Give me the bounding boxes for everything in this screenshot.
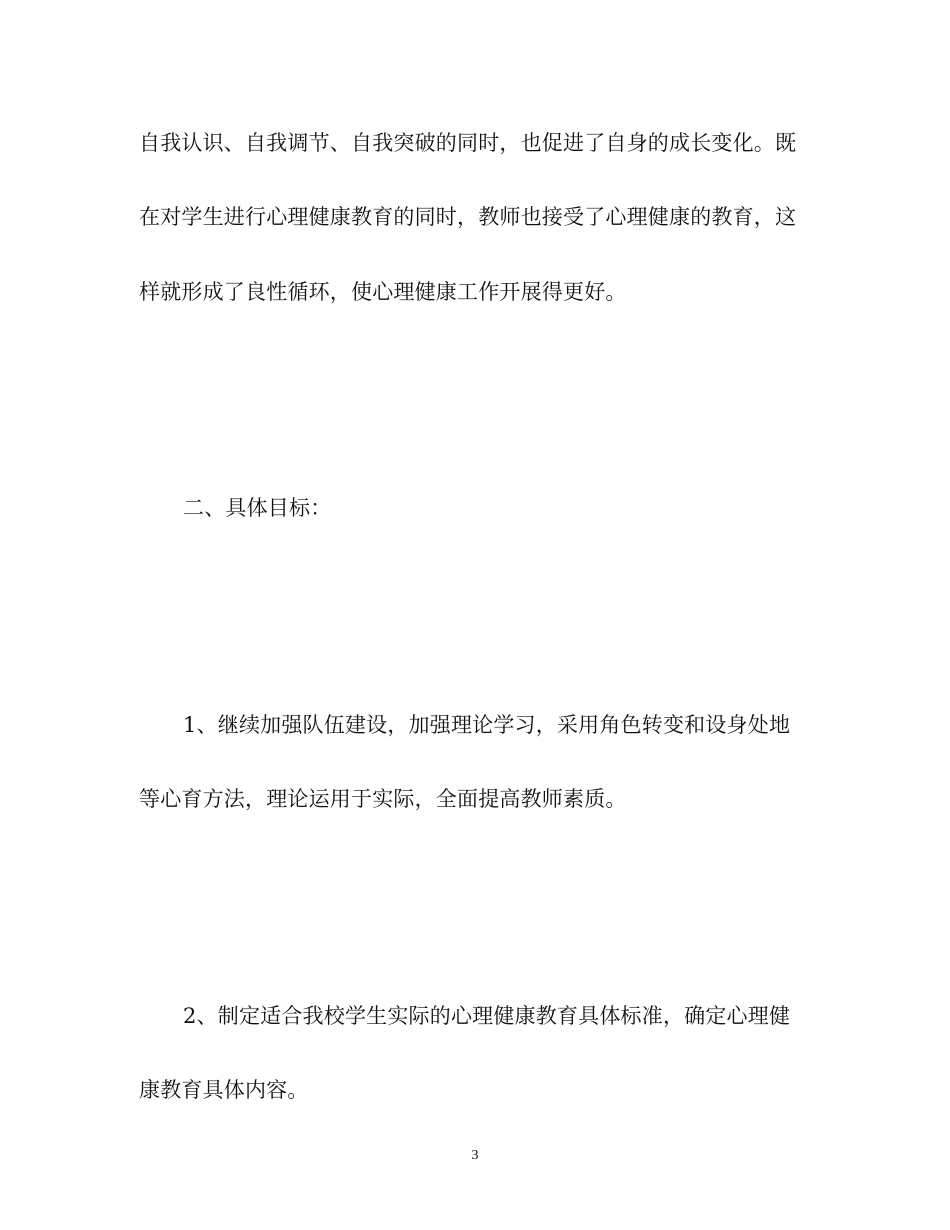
paragraph-line: 在对学生进行心理健康教育的同时，教师也接受了心理健康的教育，这 — [139, 205, 797, 229]
list-item-line: 康教育具体内容。 — [139, 1078, 309, 1102]
list-item-line: 等心育方法，理论运用于实际，全面提高教师素质。 — [139, 787, 627, 811]
page-number: 3 — [471, 1148, 479, 1163]
paragraph-line: 样就形成了良性循环，使心理健康工作开展得更好。 — [139, 280, 627, 304]
list-item-line: 2、制定适合我校学生实际的心理健康教育具体标准，确定心理健 — [183, 1004, 791, 1028]
paragraph-line: 自我认识、自我调节、自我突破的同时，也促进了自身的成长变化。既 — [139, 131, 797, 155]
list-item-line: 1、继续加强队伍建设，加强理论学习，采用角色转变和设身处地 — [183, 713, 791, 737]
section-heading: 二、具体目标： — [183, 496, 332, 520]
